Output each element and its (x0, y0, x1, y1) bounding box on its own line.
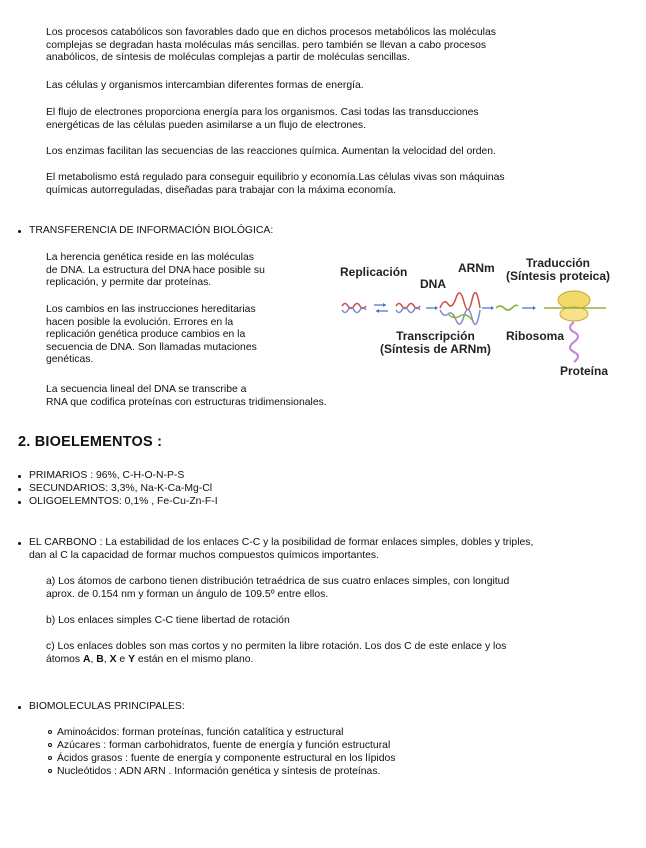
c-sep-3: e (116, 654, 129, 665)
dna-strand-mid-b (396, 308, 420, 313)
arrow-to-ribosome-head (533, 306, 536, 310)
intro-paragraph-4: Los enzimas facilitan las secuencias de las reacciones química. Aumentan la velocidad del orden. (46, 146, 496, 157)
arrow-to-mrna-head (491, 306, 494, 310)
biomolecula-item-azucares: Azúcares : forman carbohidratos, fuente de energía y función estructural (57, 740, 391, 751)
info-paragraph-1: La herencia genética reside en las moléculas de DNA. La estructura del DNA hace posible su replicación, y permite dar proteínas. (46, 252, 265, 289)
biomolecula-item-aminoacidos: Aminoácidos: forman proteínas, función catalítica y estructural (57, 727, 344, 738)
c-atom-y: Y (128, 654, 135, 665)
c-sep-1: , (90, 654, 97, 665)
info-paragraph-2: Los cambios en las instrucciones hereditarias hacen posible la evolución. Errores en la replicación genética produce cambios en la secuencia de DNA. Son llamadas mutaciones genéticas. (46, 304, 257, 366)
bullet-icon (18, 488, 21, 491)
circle-bullet-icon (48, 769, 52, 773)
label-arnm: ARNm (458, 261, 495, 275)
ribosome-large-subunit (558, 291, 590, 309)
circle-bullet-icon (48, 756, 52, 760)
biomolecula-item-acidos-grasos: Ácidos grasos : fuente de energía y componente estructural en los lípidos (57, 753, 396, 764)
label-transcripcion: Transcripción (Síntesis de ARNm) (380, 329, 491, 356)
info-section-heading: TRANSFERENCIA DE INFORMACIÓN BIOLÓGICA: (29, 225, 274, 236)
arrow-left-head (376, 309, 379, 313)
biomoleculas-heading: BIOMOLECULAS PRINCIPALES: (29, 701, 185, 712)
carbono-point-c-line2 (46, 654, 253, 667)
transcription-strand-b (440, 309, 480, 324)
element-item-secundarios: SECUNDARIOS: 3,3%, Na-K-Ca-Mg-Cl (29, 483, 213, 494)
c-atom-a: A (82, 654, 91, 665)
intro-paragraph-5: El metabolismo está regulado para conseguir equilibrio y economía.Las células vivas son máquinas químicas autorreguladas, diseñadas para trabajar con la máxima economía. (46, 172, 505, 196)
intro-paragraph-3: El flujo de electrones proporciona energía para los organismos. Casi todas las transducciones energéticas de las células pueden asimilarse a un flujo de electrones. (46, 107, 479, 131)
circle-bullet-icon (48, 743, 52, 747)
info-paragraph-3: La secuencia lineal del DNA se transcribe a RNA que codifica proteínas con estructuras tridimensionales. (46, 384, 327, 408)
transcription-strand-a (440, 293, 480, 310)
c-text-atomos: átomos (46, 654, 83, 665)
carbono-point-b: b) Los enlaces simples C-C tiene libertad de rotación (46, 615, 290, 626)
element-item-oligoelementos: OLIGOELEMNTOS: 0,1% , Fe-Cu-Zn-F-I (29, 496, 218, 507)
arrow-right-head (383, 303, 386, 307)
central-dogma-figure (336, 250, 636, 390)
dna-strand-left-b (342, 308, 366, 313)
label-dna: DNA (420, 277, 446, 291)
c-atom-b: B (96, 654, 104, 665)
mrna-strand (496, 305, 518, 310)
intro-paragraph-2: Las células y organismos intercambian diferentes formas de energía. (46, 80, 364, 91)
c-text-end: están en el mismo plano. (135, 654, 254, 665)
biomolecula-item-nucleotidos: Nucleótidos : ADN ARN . Información genética y síntesis de proteínas. (57, 766, 381, 777)
label-proteina: Proteína (560, 364, 609, 378)
ribosome-small-subunit (560, 307, 588, 321)
label-ribosoma: Ribosoma (506, 329, 565, 343)
bullet-icon (18, 501, 21, 504)
carbono-point-a: a) Los átomos de carbono tienen distribución tetraédrica de sus cuatro enlaces simples, con longitud aprox. de 0.154 nm y forman un ángulo de 109.5º entre ellos. (46, 576, 510, 600)
bullet-icon (18, 706, 21, 709)
intro-paragraph-1: Los procesos catabólicos son favorables dado que en dichos procesos metabólicos las moléculas complejas se degradan hasta moléculas más sencillas. pero también se llevan a cabo procesos anabólicos, de síntesis de moléculas complejas a partir de moléculas sencillas. (46, 27, 496, 64)
element-item-primarios: PRIMARIOS : 96%, C-H-O-N-P-S (29, 470, 185, 481)
carbono-paragraph: EL CARBONO : La estabilidad de los enlaces C-C y la posibilidad de formar enlaces simples, dobles y triples, dan al C la capacidad de formar muchos compuestos químicos importantes. (29, 537, 534, 561)
label-replicacion: Replicación (340, 265, 408, 279)
protein-chain (570, 322, 578, 362)
bullet-icon (18, 230, 21, 233)
section-title-bioelementos: 2. BIOELEMENTOS : (18, 434, 163, 450)
carbono-point-c-line1: c) Los enlaces dobles son mas cortos y no permiten la libre rotación. Los dos C de este enlace y los (46, 641, 507, 652)
arrow-to-transcription-head (435, 306, 438, 310)
c-atom-x: X (109, 654, 117, 665)
c-sep-2: , (103, 654, 110, 665)
bullet-icon (18, 475, 21, 478)
mrna-emerging (448, 314, 472, 320)
label-traduccion: Traducción (Síntesis proteica) (506, 256, 611, 283)
circle-bullet-icon (48, 730, 52, 734)
bullet-icon (18, 542, 21, 545)
